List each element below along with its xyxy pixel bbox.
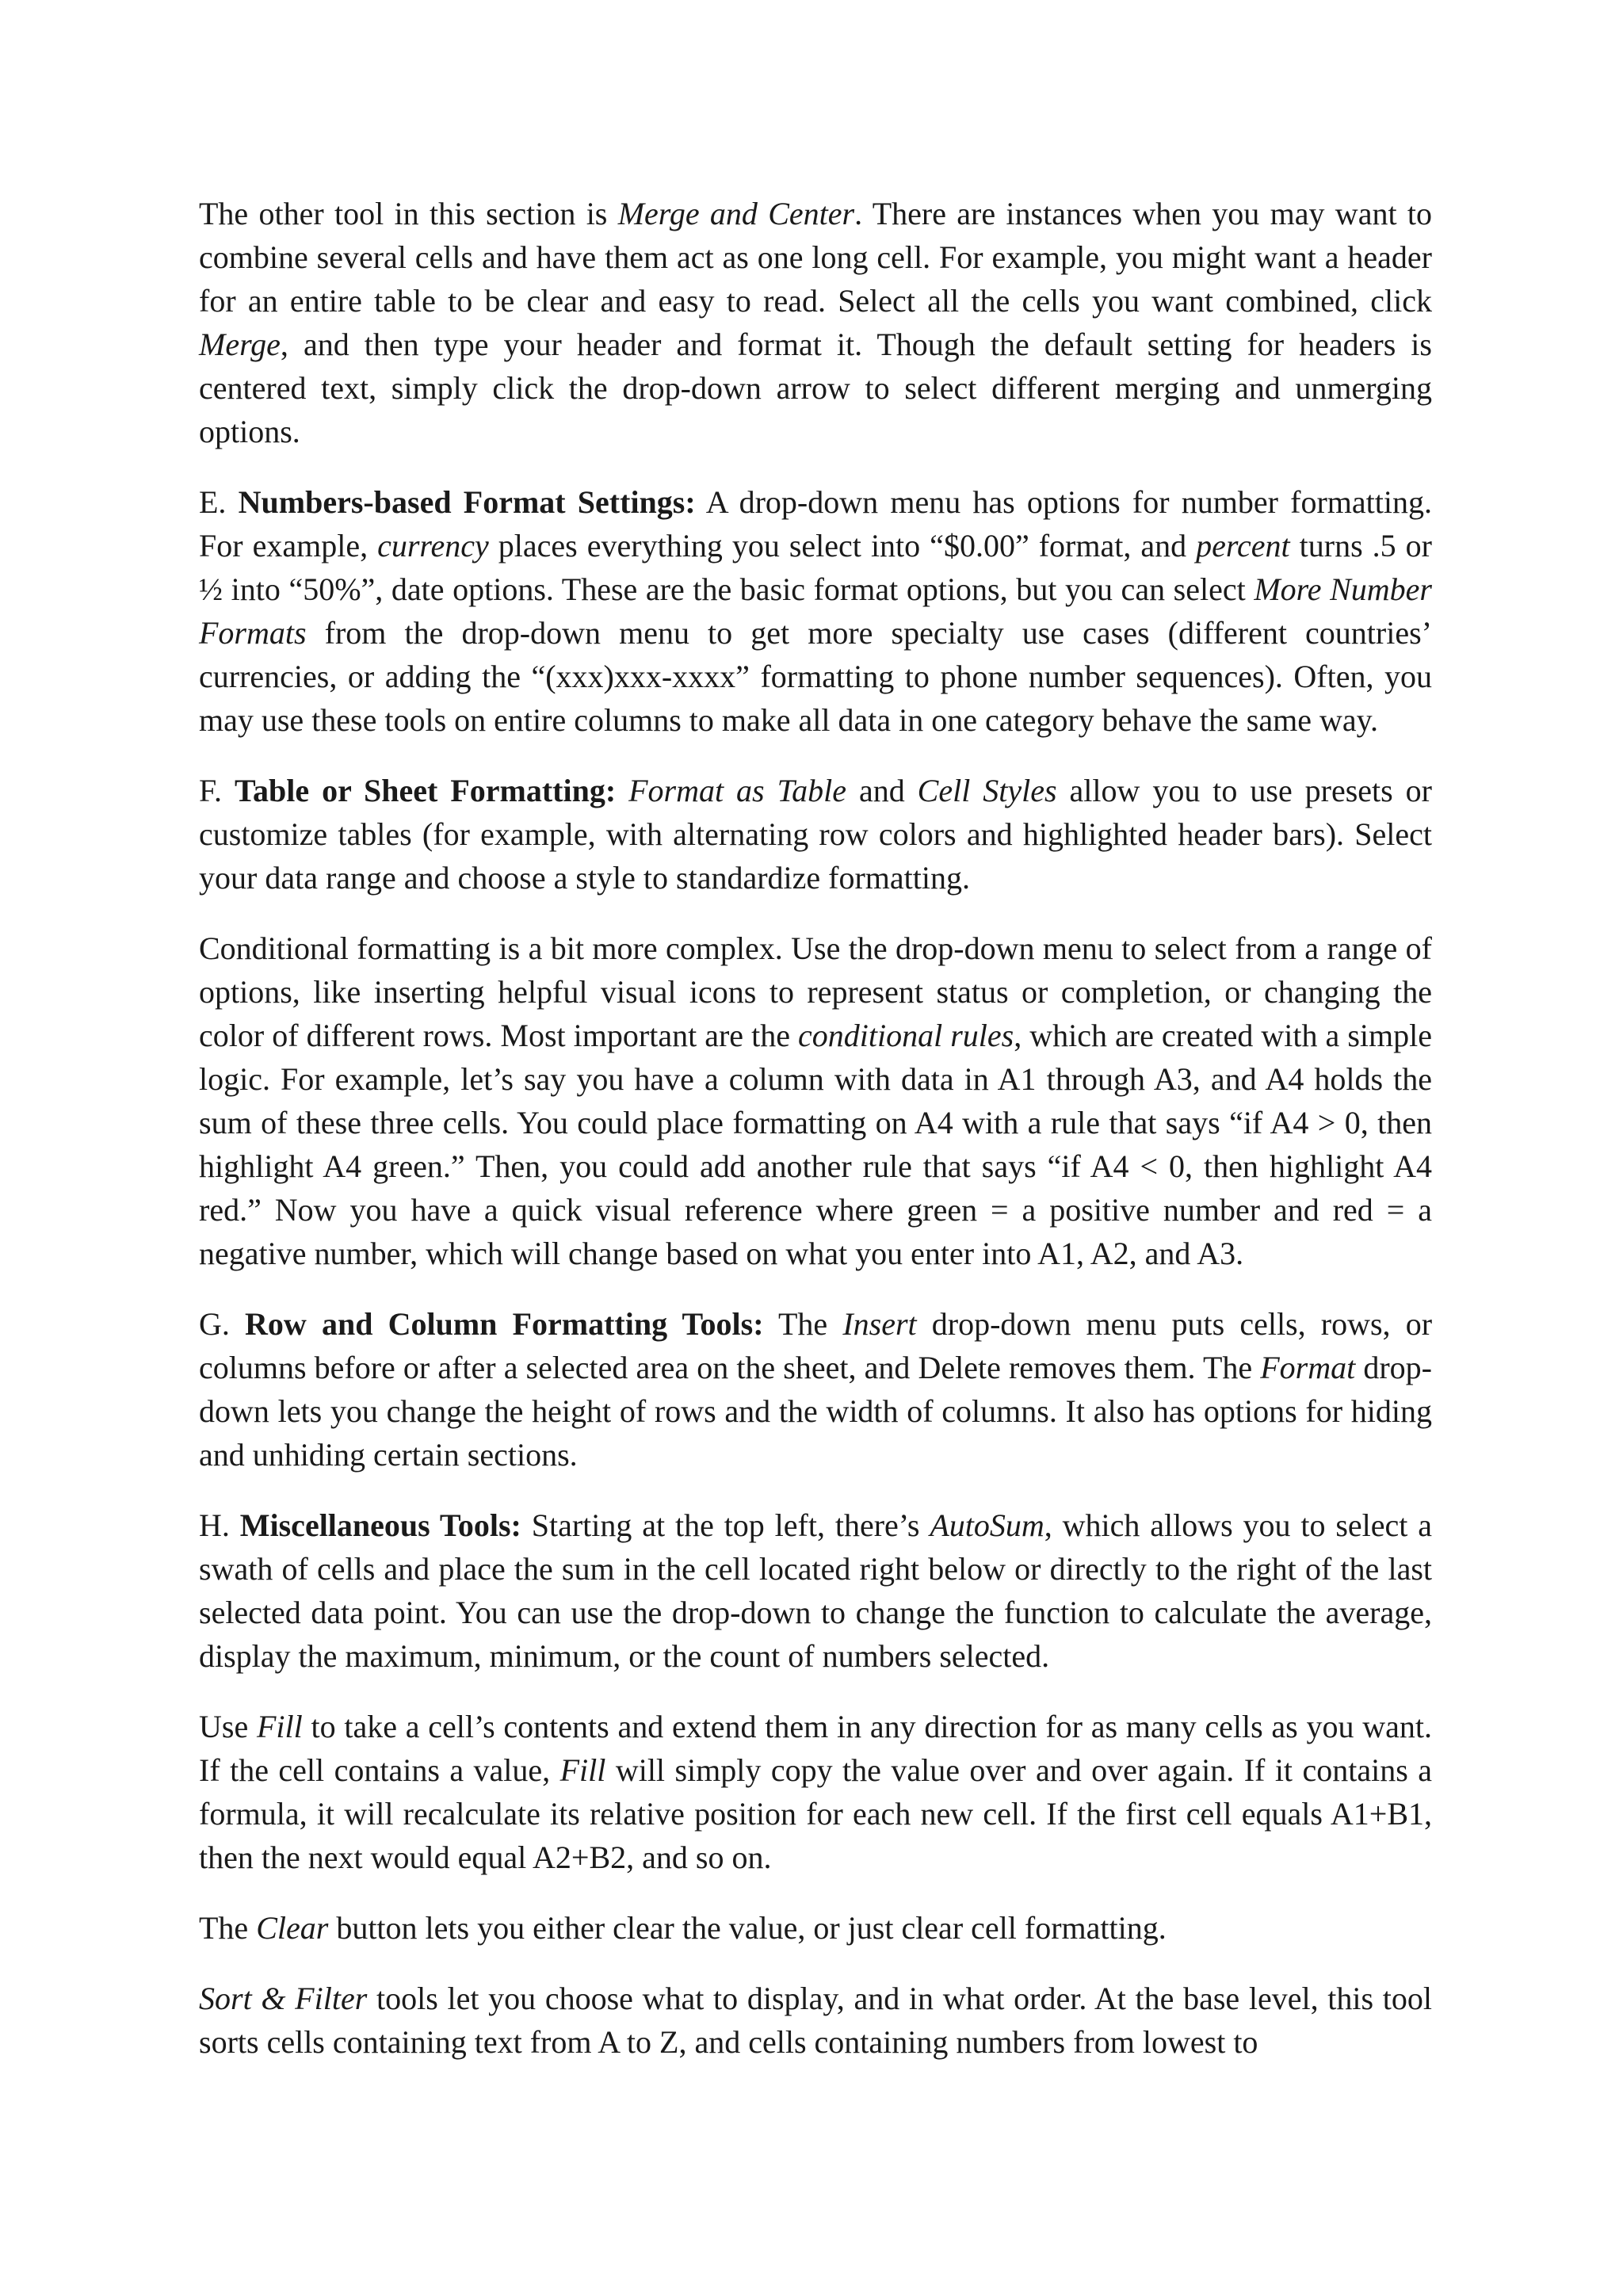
text-run: , which are created with a simple logic. For example, let’s say you have a column with data in A1 through A3, and A4 holds the sum of these three cells. You could place formatting on A4 with a rule that says “if A4 > 0, then highlight A4 green.” Then, you could add another rule that says “if A4 < 0, then highlight A4 red.” Now you have a quick visual reference where green = a positive number and red = a negative number, which will change based on what you enter into A1, A2, and A3. [199, 1018, 1432, 1271]
text-run: to take a cell’s contents and extend them in any direction for as many cells as you want. If the cell contains a value, [199, 1709, 1433, 1788]
text-run: and [846, 773, 918, 808]
text-run: F. [199, 773, 235, 808]
text-run: turns .5 or ½ into “50%”, date options. These are the basic format options, but you can select [199, 528, 1432, 607]
text-run: from the drop-down menu to get more specialty use cases (different countries’ currencies, or adding the “(xxx)xxx-xxxx” formatting to phone number sequences). Often, you may use these tools on entire columns to make all data in one category behave the same way. [199, 615, 1432, 738]
text-run: will simply copy the value over and over again. If it contains a formula, it will recalculate its relative position for each new cell. If the first cell equals A1+B1, then the next would equal A2+B2, and so on. [199, 1752, 1432, 1875]
italic-term: Sort & Filter [199, 1981, 368, 2016]
italic-term: conditional rules [797, 1018, 1014, 1053]
paragraph-merge-and-center [199, 192, 1432, 453]
text-run: Use [199, 1709, 257, 1744]
bold-heading: Numbers-based Format Settings: [238, 484, 696, 520]
text-run: E. [199, 484, 239, 520]
text-run: The other tool in this section is [199, 196, 618, 231]
text-run: Conditional formatting is a bit more complex. Use the drop-down menu to select from a range of options, like inserting helpful visual icons to represent status or completion, or changing the color of different rows. Most important are the [199, 930, 1432, 1053]
text-run: , and then type your header and format it. Though the default setting for headers is centered text, simply click the drop-down arrow to select different merging and unmerging options. [199, 327, 1432, 449]
text-run: . There are instances when you may want to combine several cells and have them act as one long cell. For example, you might want a header for an entire table to be clear and easy to read. Select all the cells you want combined, click [199, 196, 1432, 319]
italic-term: Format as Table [628, 773, 847, 808]
bold-heading: Miscellaneous Tools: [239, 1507, 521, 1543]
italic-term: Merge [199, 327, 281, 362]
italic-term: Clear [256, 1910, 329, 1946]
italic-term: AutoSum [930, 1507, 1044, 1543]
italic-term: Cell Styles [917, 773, 1057, 808]
paragraph-table-sheet-formatting [199, 769, 1432, 900]
text-run [616, 773, 628, 808]
text-run: , which allows you to select a swath of cells and place the sum in the cell located right below or directly to the right of the last selected data point. You can use the drop-down to change the function to calculate the average, display the maximum, minimum, or the count of numbers selected. [199, 1507, 1433, 1674]
paragraph-row-column-formatting [199, 1302, 1432, 1477]
paragraph-conditional-formatting [199, 926, 1432, 1275]
text-run: allow you to use presets or customize tables (for example, with alternating row colors and highlighted header bars). Select your data range and choose a style to standardize formatting. [199, 773, 1432, 896]
italic-term: Fill [559, 1752, 606, 1788]
italic-term: Insert [842, 1306, 917, 1342]
text-run: The [199, 1910, 257, 1946]
italic-term: Format [1260, 1350, 1356, 1385]
italic-term: Merge and Center [617, 196, 855, 231]
text-run: G. [199, 1306, 246, 1342]
paragraph-miscellaneous-tools [199, 1503, 1432, 1678]
text-run: button lets you either clear the value, or just clear cell formatting. [328, 1910, 1167, 1946]
paragraph-sort-filter [199, 1977, 1432, 2064]
paragraph-clear [199, 1906, 1432, 1950]
document-body [199, 192, 1432, 2091]
text-run: drop-down lets you change the height of rows and the width of columns. It also has options for hiding and unhiding certain sections. [199, 1350, 1433, 1473]
text-run: The [763, 1306, 843, 1342]
text-run: Starting at the top left, there’s [521, 1507, 930, 1543]
paragraph-fill [199, 1705, 1432, 1879]
paragraph-numbers-based-format [199, 480, 1432, 742]
text-run: places everything you select into “$0.00” format, and [488, 528, 1197, 563]
italic-term: More Number Formats [199, 571, 1432, 651]
italic-term: currency [377, 528, 489, 563]
text-run: tools let you choose what to display, and in what order. At the base level, this tool sorts cells containing text from A to Z, and cells containing numbers from lowest to [199, 1981, 1432, 2060]
bold-heading: Table or Sheet Formatting: [235, 773, 617, 808]
text-run: drop-down menu puts cells, rows, or columns before or after a selected area on the sheet, and Delete removes them. The [199, 1306, 1433, 1385]
text-run: H. [199, 1507, 240, 1543]
italic-term: Fill [256, 1709, 303, 1744]
italic-term: percent [1196, 528, 1290, 563]
bold-heading: Row and Column Formatting Tools: [245, 1306, 764, 1342]
text-run: A drop-down menu has options for number formatting. For example, [199, 484, 1433, 563]
